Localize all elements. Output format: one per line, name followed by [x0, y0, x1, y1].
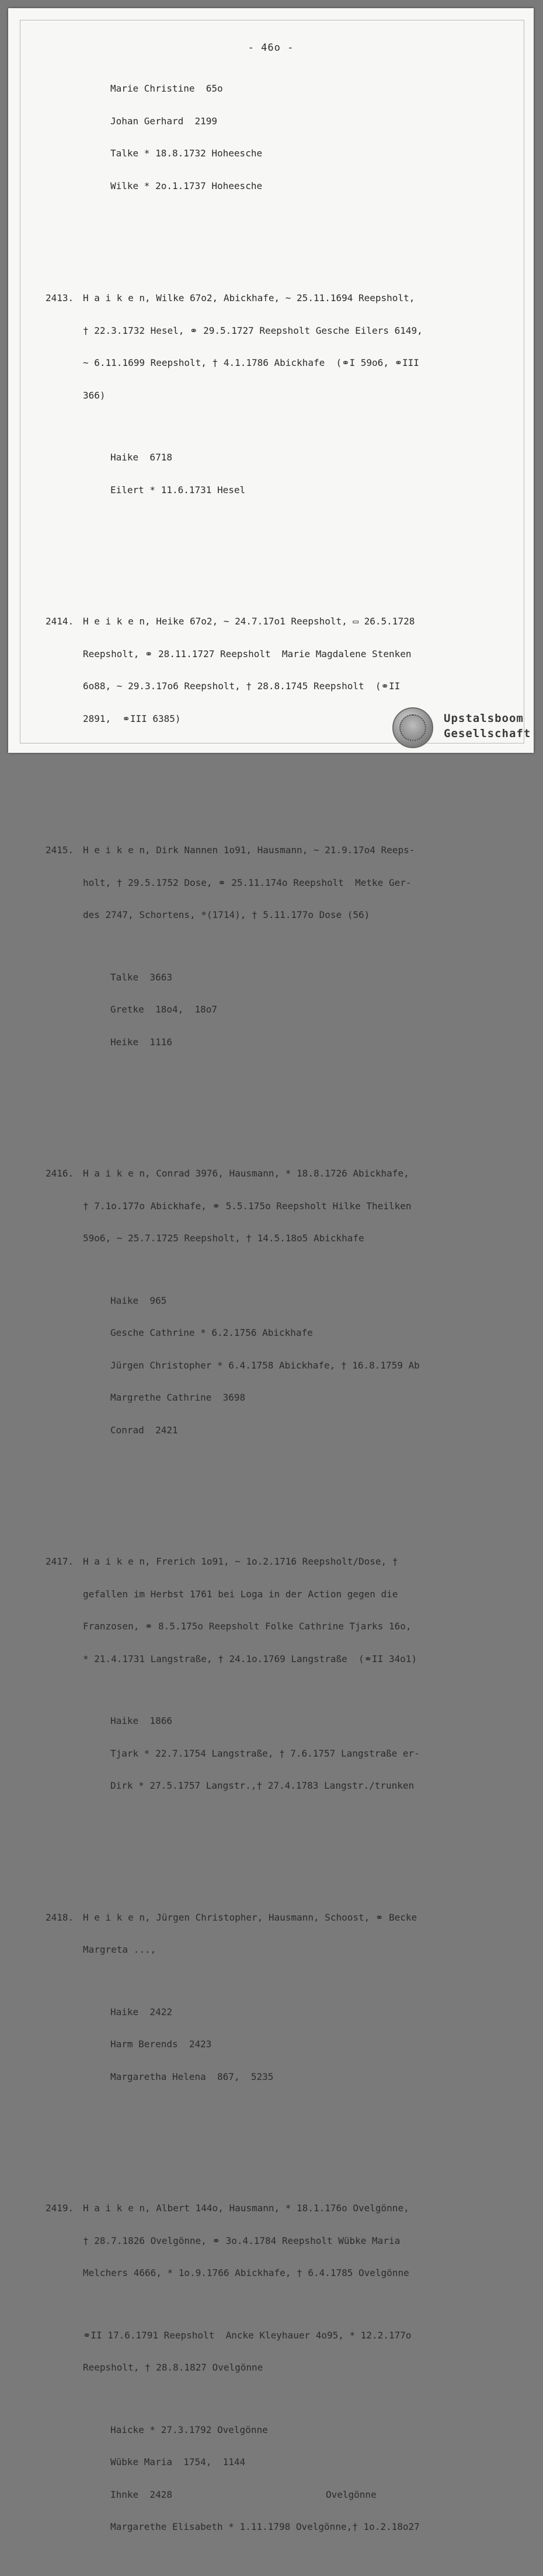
entry-line: H a i k e n, Albert 144o, Hausmann, * 18.1.176o Ovelgönne,: [83, 2202, 409, 2214]
margin-note: Ovelgönne: [326, 2488, 377, 2500]
seal-icon: [392, 707, 433, 748]
entry-line: H e i k e n, Jürgen Christopher, Hausmann, Schoost, ⚭ Becke: [83, 1911, 417, 1923]
entry-line: Franzosen, ⚭ 8.5.175o Reepsholt Folke Cathrine Tjarks 16o,: [83, 1621, 412, 1632]
entry-line: † 7.1o.177o Abickhafe, ⚭ 5.5.175o Reepsholt Hilke Theilken: [83, 1200, 412, 1212]
intro-line: Talke * 18.8.1732 Hoheesche: [110, 148, 263, 159]
child-line: Conrad 2421: [110, 1424, 178, 1436]
entry-number: 2416.: [46, 1168, 74, 1179]
child-line: Margarethe Elisabeth * 1.11.1798 Ovelgönne,† 1o.2.18o27: [110, 2521, 420, 2532]
entry-2418: [46, 1891, 483, 2104]
child-line: Haike 965: [110, 1294, 167, 1306]
entry-2417: [46, 1535, 483, 1813]
entry-line: H a i k e n, Frerich 1o91, ~ 1o.2.1716 Reepsholt/Dose, †: [83, 1556, 398, 1567]
entry-line: 6o88, ~ 29.3.17o6 Reepsholt, † 28.8.1745 Reepsholt (⚭II: [83, 680, 401, 692]
child-line: [46, 2490, 483, 2501]
intro-line: Johan Gerhard 2199: [110, 115, 218, 127]
intro-line: Marie Christine 65o: [110, 83, 223, 94]
entry-2413: [46, 271, 483, 517]
entry-line: Melchers 4666, * 1o.9.1766 Abickhafe, † 6.4.1785 Ovelgönne: [83, 2267, 409, 2278]
child-line: Haike 1866: [110, 1715, 172, 1726]
entry-line: Reepsholt, ⚭ 28.11.1727 Reepsholt Marie Magdalene Stenken: [83, 648, 412, 659]
document-body: [46, 62, 483, 2576]
child-line: Dirk * 27.5.1757 Langstr.,† 27.4.1783 Langstr./trunken: [110, 1780, 415, 1791]
child-line: Talke 3663: [110, 971, 172, 983]
entry-line: † 22.3.1732 Hesel, ⚭ 29.5.1727 Reepsholt Gesche Eilers 6149,: [83, 324, 423, 336]
entry-line: des 2747, Schortens, *(1714), † 5.11.177o Dose (56): [83, 909, 370, 920]
child-line: Haike 2422: [110, 2006, 172, 2017]
entry-line: gefallen im Herbst 1761 bei Loga in der Action gegen die: [83, 1588, 398, 1600]
page-number: - 46o -: [248, 42, 294, 54]
child-line: Eilert * 11.6.1731 Hesel: [110, 484, 246, 495]
child-line: Harm Berends 2423: [110, 2039, 212, 2050]
entry-number: 2418.: [46, 1911, 74, 1923]
entry-line: holt, † 29.5.1752 Dose, ⚭ 25.11.174o Reepsholt Metke Ger-: [83, 877, 412, 888]
entry-line: H e i k e n, Heike 67o2, ~ 24.7.17o1 Reepsholt, ▭ 26.5.1728: [83, 616, 415, 627]
entry-line: 59o6, ~ 25.7.1725 Reepsholt, † 14.5.18o5 Abickhafe: [83, 1233, 364, 1244]
second-marriage-line: Reepsholt, † 28.8.1827 Ovelgönne: [83, 2362, 263, 2373]
entry-number: 2414.: [46, 616, 74, 627]
entry-number: 2415.: [46, 844, 74, 856]
child-line: Margrethe Cathrine 3698: [110, 1392, 246, 1403]
entry-number: 2419.: [46, 2202, 74, 2214]
child-line: Gretke 18o4, 18o7: [110, 1004, 218, 1015]
child-line: Heike 1116: [110, 1036, 172, 1048]
second-marriage-line: ⚭II 17.6.1791 Reepsholt Ancke Kleyhauer 4o95, * 12.2.177o: [83, 2329, 412, 2341]
entry-line: † 28.7.1826 Ovelgönne, ⚭ 3o.4.1784 Reepsholt Wübke Maria: [83, 2235, 401, 2246]
child-line: Gesche Cathrine * 6.2.1756 Abickhafe: [110, 1327, 313, 1338]
document-page: [8, 8, 534, 2532]
child-line: Wübke Maria 1754, 1144: [110, 2456, 246, 2467]
entry-2419: [46, 2181, 483, 2554]
intro-line: Wilke * 2o.1.1737 Hoheesche: [110, 180, 263, 191]
child-line: Margaretha Helena 867, 5235: [110, 2071, 274, 2082]
entry-line: H e i k e n, Dirk Nannen 1o91, Hausmann, ~ 21.9.17o4 Reeps-: [83, 844, 415, 856]
entry-line: 366): [83, 389, 106, 401]
entry-line: H a i k e n, Wilke 67o2, Abickhafe, ~ 25.11.1694 Reepsholt,: [83, 292, 415, 303]
child-line: Haike 6718: [110, 452, 172, 463]
entry-number: 2417.: [46, 1556, 74, 1567]
society-name: Upstalsboom Gesellschaft: [444, 712, 531, 740]
child-text: Ihnke 2428: [110, 2488, 172, 2500]
child-line: Tjark * 22.7.1754 Langstraße, † 7.6.1757 Langstraße er-: [110, 1747, 420, 1759]
society-logo: [385, 706, 531, 748]
entry-line: H a i k e n, Conrad 3976, Hausmann, * 18.8.1726 Abickhafe,: [83, 1168, 409, 1179]
child-line: Haicke * 27.3.1792 Ovelgönne: [110, 2424, 268, 2435]
entry-number: 2413.: [46, 292, 74, 303]
entry-2416: [46, 1147, 483, 1457]
entry-line: 2891, ⚭III 6385): [83, 713, 181, 724]
entry-line: Margreta ...,: [83, 1944, 156, 1955]
child-line: Jürgen Christopher * 6.4.1758 Abickhafe, † 16.8.1759 Ab: [110, 1359, 420, 1371]
entry-line: * 21.4.1731 Langstraße, † 24.1o.1769 Langstraße (⚭II 34o1): [83, 1653, 417, 1664]
entry-2415: [46, 823, 483, 1069]
entry-line: ~ 6.11.1699 Reepsholt, † 4.1.1786 Abickhafe (⚭I 59o6, ⚭III: [83, 357, 419, 368]
